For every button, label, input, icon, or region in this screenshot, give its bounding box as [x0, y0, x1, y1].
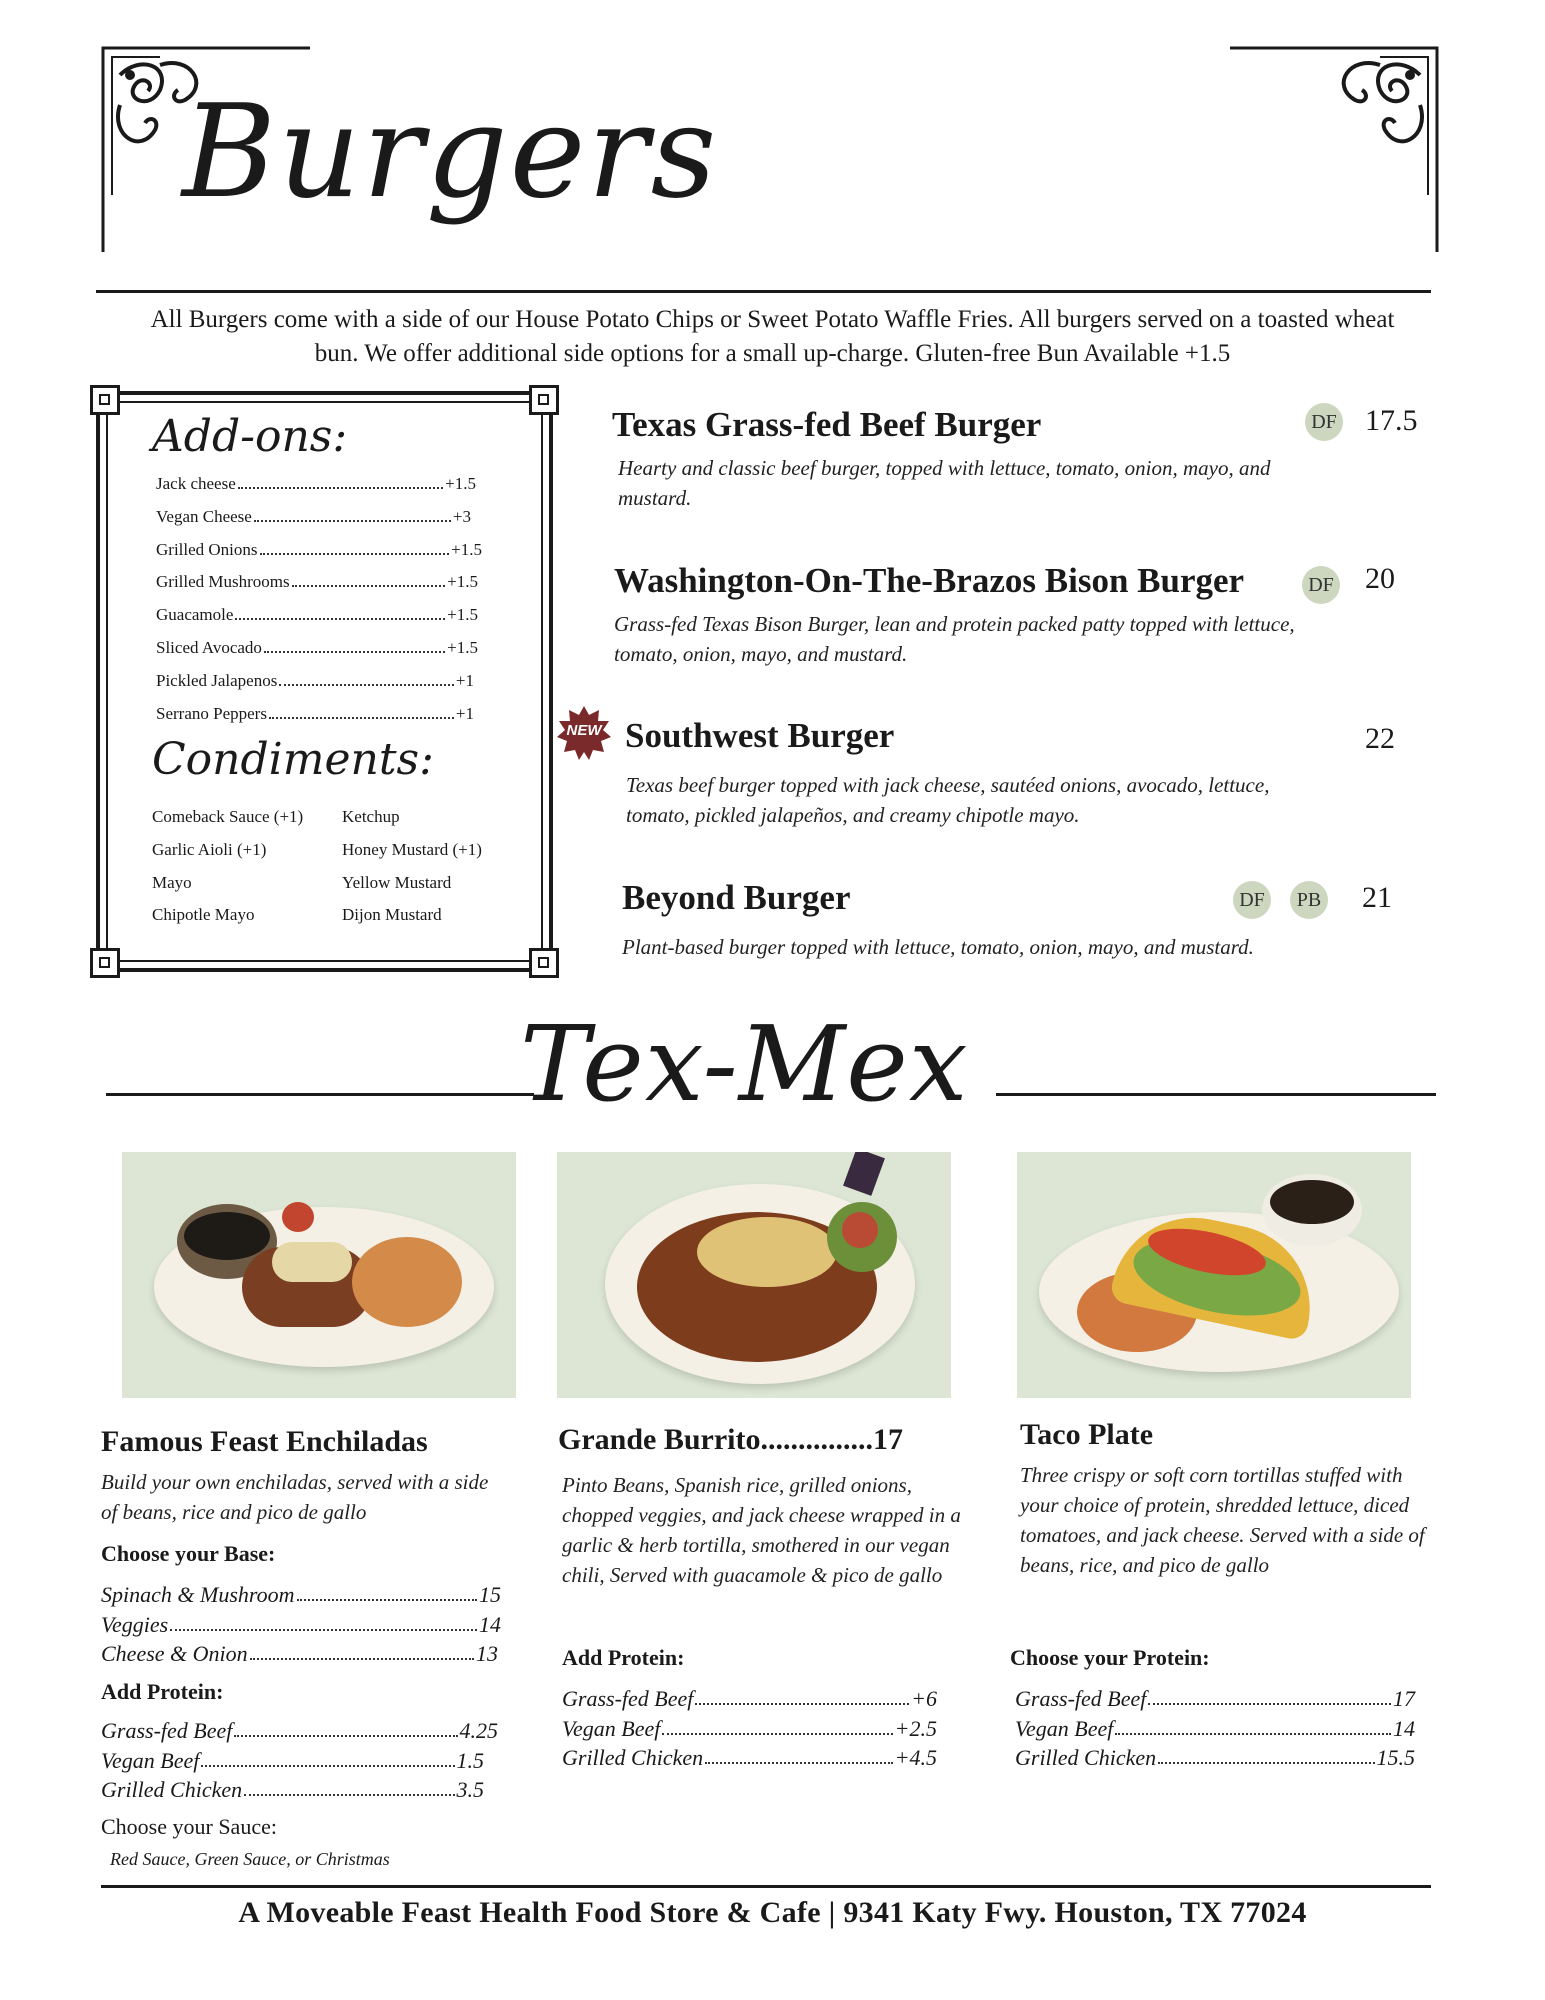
condiment-item: Honey Mustard (+1)	[342, 840, 482, 859]
burrito-protein-heading: Add Protein:	[562, 1645, 685, 1670]
burger-price: 22	[1365, 722, 1395, 755]
burrito-protein-row: Vegan Beef +2.5	[562, 1716, 937, 1741]
footer-divider	[101, 1885, 1431, 1888]
taco-plate-name: Taco Plate	[1020, 1418, 1154, 1451]
plant-based-badge: PB	[1290, 881, 1328, 919]
addon-item: Grilled Onions +1.5	[156, 540, 482, 559]
burger-name: Washington-On-The-Brazos Bison Burger	[614, 561, 1245, 600]
addon-item: Sliced Avocado +1.5	[156, 638, 478, 657]
corner-ornament-right	[1225, 45, 1440, 255]
burgers-divider	[96, 290, 1431, 293]
burrito-name: Grande Burrito	[558, 1423, 761, 1456]
taco-protein-row: Grilled Chicken 15.5	[1015, 1745, 1415, 1770]
burger-price: 20	[1365, 562, 1395, 595]
addon-item: Serrano Peppers +1	[156, 704, 474, 723]
enchiladas-base-row: Cheese & Onion 13	[101, 1641, 498, 1666]
burger-name: Beyond Burger	[622, 878, 851, 917]
burrito-description: Pinto Beans, Spanish rice, grilled onions, chopped veggies, and jack cheese wrapped in a garlic & herb tortilla, smothered in our vegan chili, Served with guacamole & pico de gallo	[562, 1473, 961, 1587]
taco-plate-photo	[1017, 1152, 1411, 1398]
condiment-item: Comeback Sauce (+1)	[152, 807, 304, 826]
condiment-item: Ketchup	[342, 807, 400, 826]
addon-item: Vegan Cheese +3	[156, 507, 471, 526]
burrito-protein-row: Grilled Chicken +4.5	[562, 1745, 937, 1770]
enchiladas-base-row: Veggies 14	[101, 1612, 501, 1637]
burger-price: 17.5	[1365, 404, 1418, 437]
texmex-divider-left	[106, 1093, 534, 1096]
condiments-title: Condiments:	[152, 734, 434, 785]
condiment-item: Chipotle Mayo	[152, 905, 255, 924]
burgers-intro: All Burgers come with a side of our House Potato Chips or Sweet Potato Waffle Fries. All burgers served on a toasted wheat bun. We offer additional side options for a small up-charge. Gluten-free Bun Available +1.5	[150, 306, 1395, 367]
condiment-item: Dijon Mustard	[342, 905, 442, 924]
addon-item: Jack cheese +1.5	[156, 474, 476, 493]
dairy-free-badge: DF	[1233, 881, 1271, 919]
enchiladas-protein-row: Grilled Chicken 3.5	[101, 1777, 484, 1802]
taco-protein-row: Grass-fed Beef 17	[1015, 1686, 1415, 1711]
taco-plate-description: Three crispy or soft corn tortillas stuffed with your choice of protein, shredded lettuce, diced tomatoes, and jack cheese. Served with a side of beans, rice, and pico de gallo	[1020, 1463, 1425, 1577]
dairy-free-badge: DF	[1302, 566, 1340, 604]
burger-name: Southwest Burger	[625, 716, 895, 755]
enchiladas-protein-heading: Add Protein:	[101, 1679, 224, 1704]
burger-description: Grass-fed Texas Bison Burger, lean and protein packed patty topped with lettuce, tomato, onion, mayo, and mustard.	[614, 612, 1295, 666]
taco-protein-heading: Choose your Protein:	[1010, 1645, 1210, 1670]
dairy-free-badge: DF	[1305, 403, 1343, 441]
burger-description: Plant-based burger topped with lettuce, tomato, onion, mayo, and mustard.	[622, 935, 1254, 959]
burrito-photo	[557, 1152, 951, 1398]
new-badge-label: NEW	[566, 722, 602, 739]
burger-description: Hearty and classic beef burger, topped with lettuce, tomato, onion, mayo, and mustard.	[618, 456, 1271, 510]
enchiladas-sauce-options: Red Sauce, Green Sauce, or Christmas	[110, 1849, 390, 1869]
burgers-title: Burgers	[182, 78, 719, 227]
enchiladas-description: Build your own enchiladas, served with a side of beans, rice and pico de gallo	[101, 1470, 489, 1524]
condiment-item: Yellow Mustard	[342, 873, 452, 892]
burrito-title	[558, 1423, 903, 1457]
condiment-item: Mayo	[152, 873, 192, 892]
burger-description: Texas beef burger topped with jack cheese, sautéed onions, avocado, lettuce, tomato, pickled jalapeños, and creamy chipotle mayo.	[626, 773, 1270, 827]
enchiladas-base-heading: Choose your Base:	[101, 1541, 276, 1566]
enchiladas-name: Famous Feast Enchiladas	[101, 1425, 428, 1458]
burrito-price: 17	[873, 1423, 903, 1456]
addon-item: Guacamole +1.5	[156, 605, 478, 624]
addons-title: Add-ons:	[152, 411, 348, 462]
enchiladas-base-row: Spinach & Mushroom 15	[101, 1582, 501, 1607]
burrito-protein-row: Grass-fed Beef +6	[562, 1686, 937, 1711]
enchiladas-protein-row: Vegan Beef 1.5	[101, 1748, 484, 1773]
texmex-divider-right	[996, 1093, 1436, 1096]
burger-name: Texas Grass-fed Beef Burger	[612, 405, 1042, 444]
burrito-dots: ...............	[760, 1423, 873, 1456]
enchiladas-protein-row: Grass-fed Beef 4.25	[101, 1718, 498, 1743]
addons-box	[96, 391, 553, 972]
addon-item: Grilled Mushrooms +1.5	[156, 572, 478, 591]
enchiladas-photo	[122, 1152, 516, 1398]
burger-price: 21	[1362, 881, 1392, 914]
condiment-item: Garlic Aioli (+1)	[152, 840, 267, 859]
taco-protein-row: Vegan Beef 14	[1015, 1716, 1415, 1741]
footer-address: A Moveable Feast Health Food Store & Cafe | 9341 Katy Fwy. Houston, TX 77024	[238, 1896, 1307, 1929]
addon-item: Pickled Jalapenos +1	[156, 671, 474, 690]
enchiladas-sauce-heading: Choose your Sauce:	[101, 1814, 277, 1839]
texmex-title: Tex-Mex	[520, 1003, 969, 1125]
